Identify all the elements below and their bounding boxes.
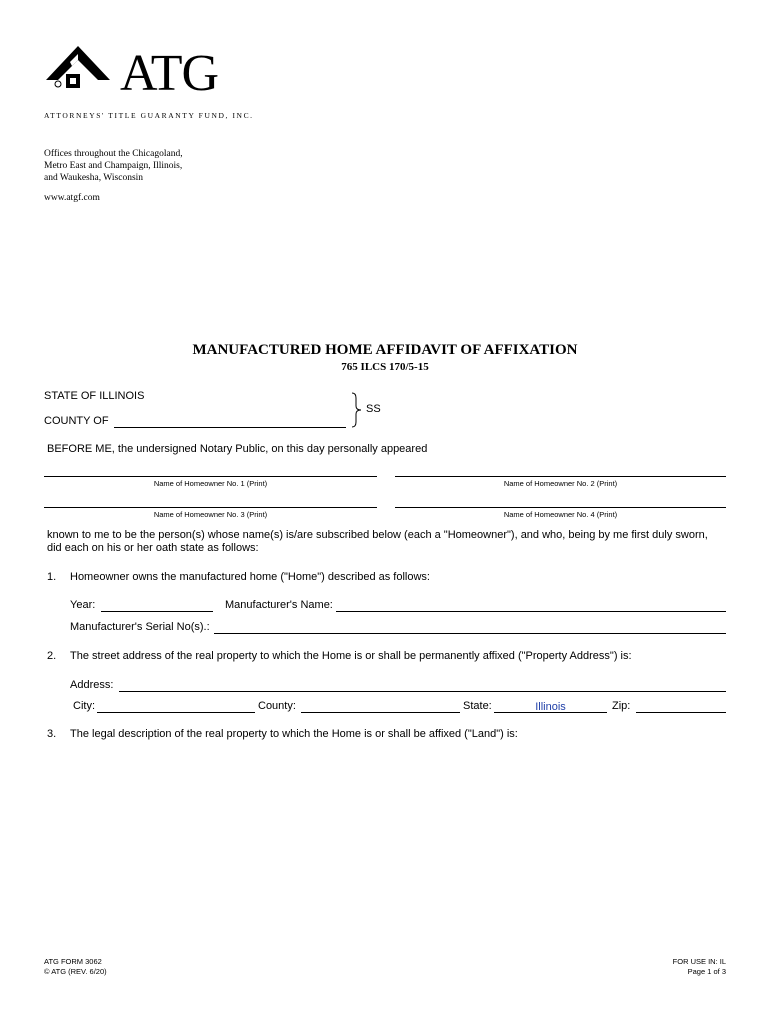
county-field-label: County: [258, 700, 296, 712]
house-logo-icon [44, 44, 112, 100]
offices-text [44, 148, 183, 184]
homeowner-4-label: Name of Homeowner No. 4 (Print) [503, 510, 618, 519]
homeowner-3-field[interactable] [44, 507, 377, 508]
known-line-2: did each on his or her oath state as follows: [47, 542, 259, 554]
serial-label: Manufacturer's Serial No(s).: [70, 621, 210, 633]
county-input-field[interactable] [301, 712, 460, 713]
homeowner-3-label: Name of Homeowner No. 3 (Print) [153, 510, 268, 519]
offices-line-3: and Waukesha, Wisconsin [44, 173, 144, 183]
known-line-1: known to me to be the person(s) whose name(s) is/are subscribed below (each a "Homeowner"), and who, being by me first duly sworn, [47, 529, 708, 541]
county-field[interactable] [114, 427, 346, 428]
form-subtitle: 765 ILCS 170/5-15 [341, 361, 429, 373]
website-link[interactable]: www.atgf.com [44, 193, 100, 203]
item-2-number: 2. [47, 650, 57, 662]
homeowner-2-field[interactable] [395, 476, 726, 477]
homeowner-1-field[interactable] [44, 476, 377, 477]
manufacturer-label: Manufacturer's Name: [225, 599, 333, 611]
year-label: Year: [70, 599, 96, 611]
item-3-number: 3. [47, 728, 57, 740]
homeowner-4-field[interactable] [395, 507, 726, 508]
form-revision: © ATG (REV. 6/20) [44, 967, 107, 976]
logo-text: ATG [120, 45, 219, 102]
page-number: Page 1 of 3 [687, 967, 726, 976]
item-3-text: The legal description of the real property to which the Home is or shall be affixed ("Land") is: [70, 728, 518, 740]
offices-line-2: Metro East and Champaign, Illinois, [44, 161, 183, 171]
year-field[interactable] [101, 611, 213, 612]
item-1-text: Homeowner owns the manufactured home ("Home") described as follows: [70, 571, 430, 583]
form-title: MANUFACTURED HOME AFFIDAVIT OF AFFIXATION [192, 342, 578, 358]
state-value: Illinois [535, 701, 566, 713]
footer-left [44, 957, 107, 977]
form-number: ATG FORM 3062 [44, 957, 102, 966]
before-me-text: BEFORE ME, the undersigned Notary Public, on this day personally appeared [47, 443, 428, 455]
homeowner-1-label: Name of Homeowner No. 1 (Print) [153, 479, 268, 488]
company-name: ATTORNEYS' TITLE GUARANTY FUND, INC. [44, 111, 254, 120]
serial-field[interactable] [214, 633, 726, 634]
ss-label: SS [366, 403, 381, 415]
city-field[interactable] [97, 712, 255, 713]
state-field-label: State: [463, 700, 492, 712]
zip-label: Zip: [612, 700, 631, 712]
item-2-text: The street address of the real property to which the Home is or shall be permanently affixed ("Property Address") is: [70, 650, 632, 662]
address-label: Address: [70, 679, 114, 691]
bracket-icon [350, 392, 364, 428]
offices-line-1: Offices throughout the Chicagoland, [44, 149, 183, 159]
county-label: COUNTY OF [44, 415, 109, 427]
for-use-in: FOR USE IN: IL [672, 957, 726, 966]
item-1-number: 1. [47, 571, 57, 583]
footer-right [673, 957, 726, 977]
state-label: STATE OF ILLINOIS [44, 390, 145, 402]
homeowner-2-label: Name of Homeowner No. 2 (Print) [503, 479, 618, 488]
manufacturer-field[interactable] [336, 611, 726, 612]
zip-field[interactable] [636, 712, 726, 713]
address-field[interactable] [119, 691, 726, 692]
atg-logo [44, 44, 234, 104]
city-label: City: [73, 700, 95, 712]
known-text [47, 529, 737, 555]
